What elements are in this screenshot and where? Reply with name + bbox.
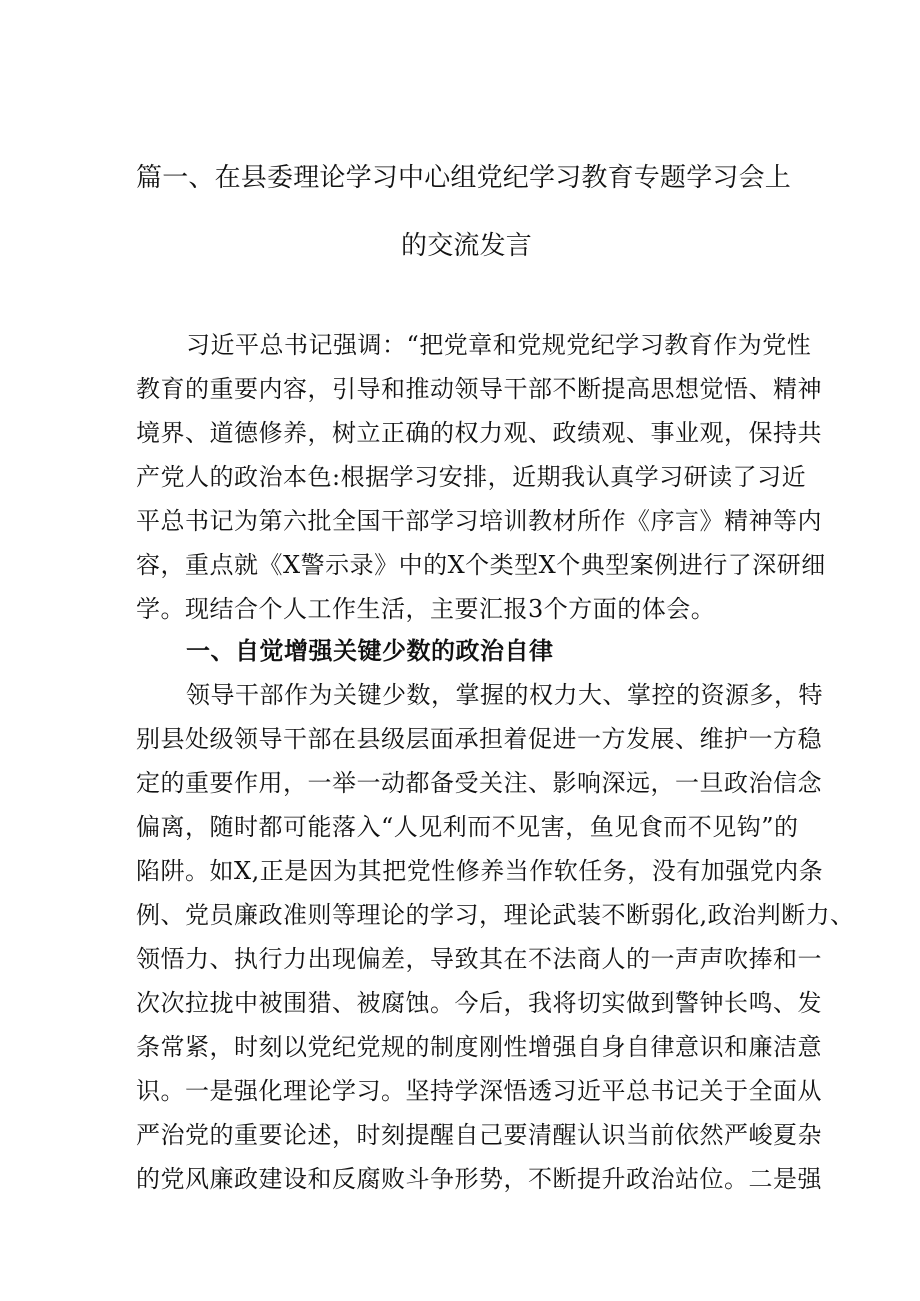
paragraph-2-line-10: 识。一是强化理论学习。坚持学深悟透习近平总书记关于全面从	[136, 1077, 822, 1105]
paragraph-2-line-4: 偏离，随时都可能落入“人见利而不见害，鱼见食而不见钩”的	[136, 813, 799, 841]
paragraph-2-line-6: 例、党员廉政准则等理论的学习，理论武装不断弱化,政治判断力、	[136, 901, 855, 929]
paragraph-1-line-3: 境界、道德修养，树立正确的权力观、政绩观、事业观，保持共	[136, 419, 822, 447]
paragraph-2-line-12: 的党风廉政建设和反腐败斗争形势，不断提升政治站位。二是强	[136, 1165, 822, 1193]
paragraph-1-line-1: 习近平总书记强调：“把党章和党规党纪学习教育作为党性	[186, 331, 812, 359]
section-1-heading: 一、自觉增强关键少数的政治自律	[186, 637, 554, 665]
paragraph-1-line-4: 产党人的政治本色:根据学习安排，近期我认真学习研读了习近	[136, 463, 807, 491]
paragraph-1-line-7: 学。现结合个人工作生活，主要汇报3个方面的体会。	[136, 595, 716, 623]
paragraph-1-line-2: 教育的重要内容，引导和推动领导干部不断提高思想觉悟、精神	[136, 375, 822, 403]
paragraph-1-line-5: 平总书记为第六批全国干部学习培训教材所作《序言》精神等内	[136, 507, 822, 535]
paragraph-2-line-7: 领悟力、执行力出现偏差，导致其在不法商人的一声声吹捧和一	[136, 945, 822, 973]
paragraph-2-line-1: 领导干部作为关键少数，掌握的权力大、掌控的资源多，特	[186, 681, 823, 709]
paragraph-2-line-8: 次次拉拢中被围猎、被腐蚀。今后，我将切实做到警钟长鸣、发	[136, 989, 822, 1017]
document-title-line-2: 的交流发言	[401, 231, 533, 261]
paragraph-2-line-2: 别县处级领导干部在县级层面承担着促进一方发展、维护一方稳	[136, 725, 822, 753]
paragraph-2-line-5: 陷阱。如X,正是因为其把党性修养当作软任务，没有加强党内条	[136, 857, 824, 885]
paragraph-2-line-11: 严治党的重要论述，时刻提醒自己要清醒认识当前依然严峻夏杂	[136, 1121, 822, 1149]
paragraph-2-line-9: 条常紧，时刻以党纪党规的制度刚性增强自身自律意识和廉洁意	[136, 1033, 822, 1061]
document-title-line-1: 篇一、在县委理论学习中心组党纪学习教育专题学习会上	[136, 163, 792, 193]
paragraph-1-line-6: 容，重点就《X警示录》中的X个类型X个典型案例进行了深研细	[136, 551, 826, 579]
paragraph-2-line-3: 定的重要作用，一举一动都备受关注、影响深远，一旦政治信念	[136, 769, 822, 797]
